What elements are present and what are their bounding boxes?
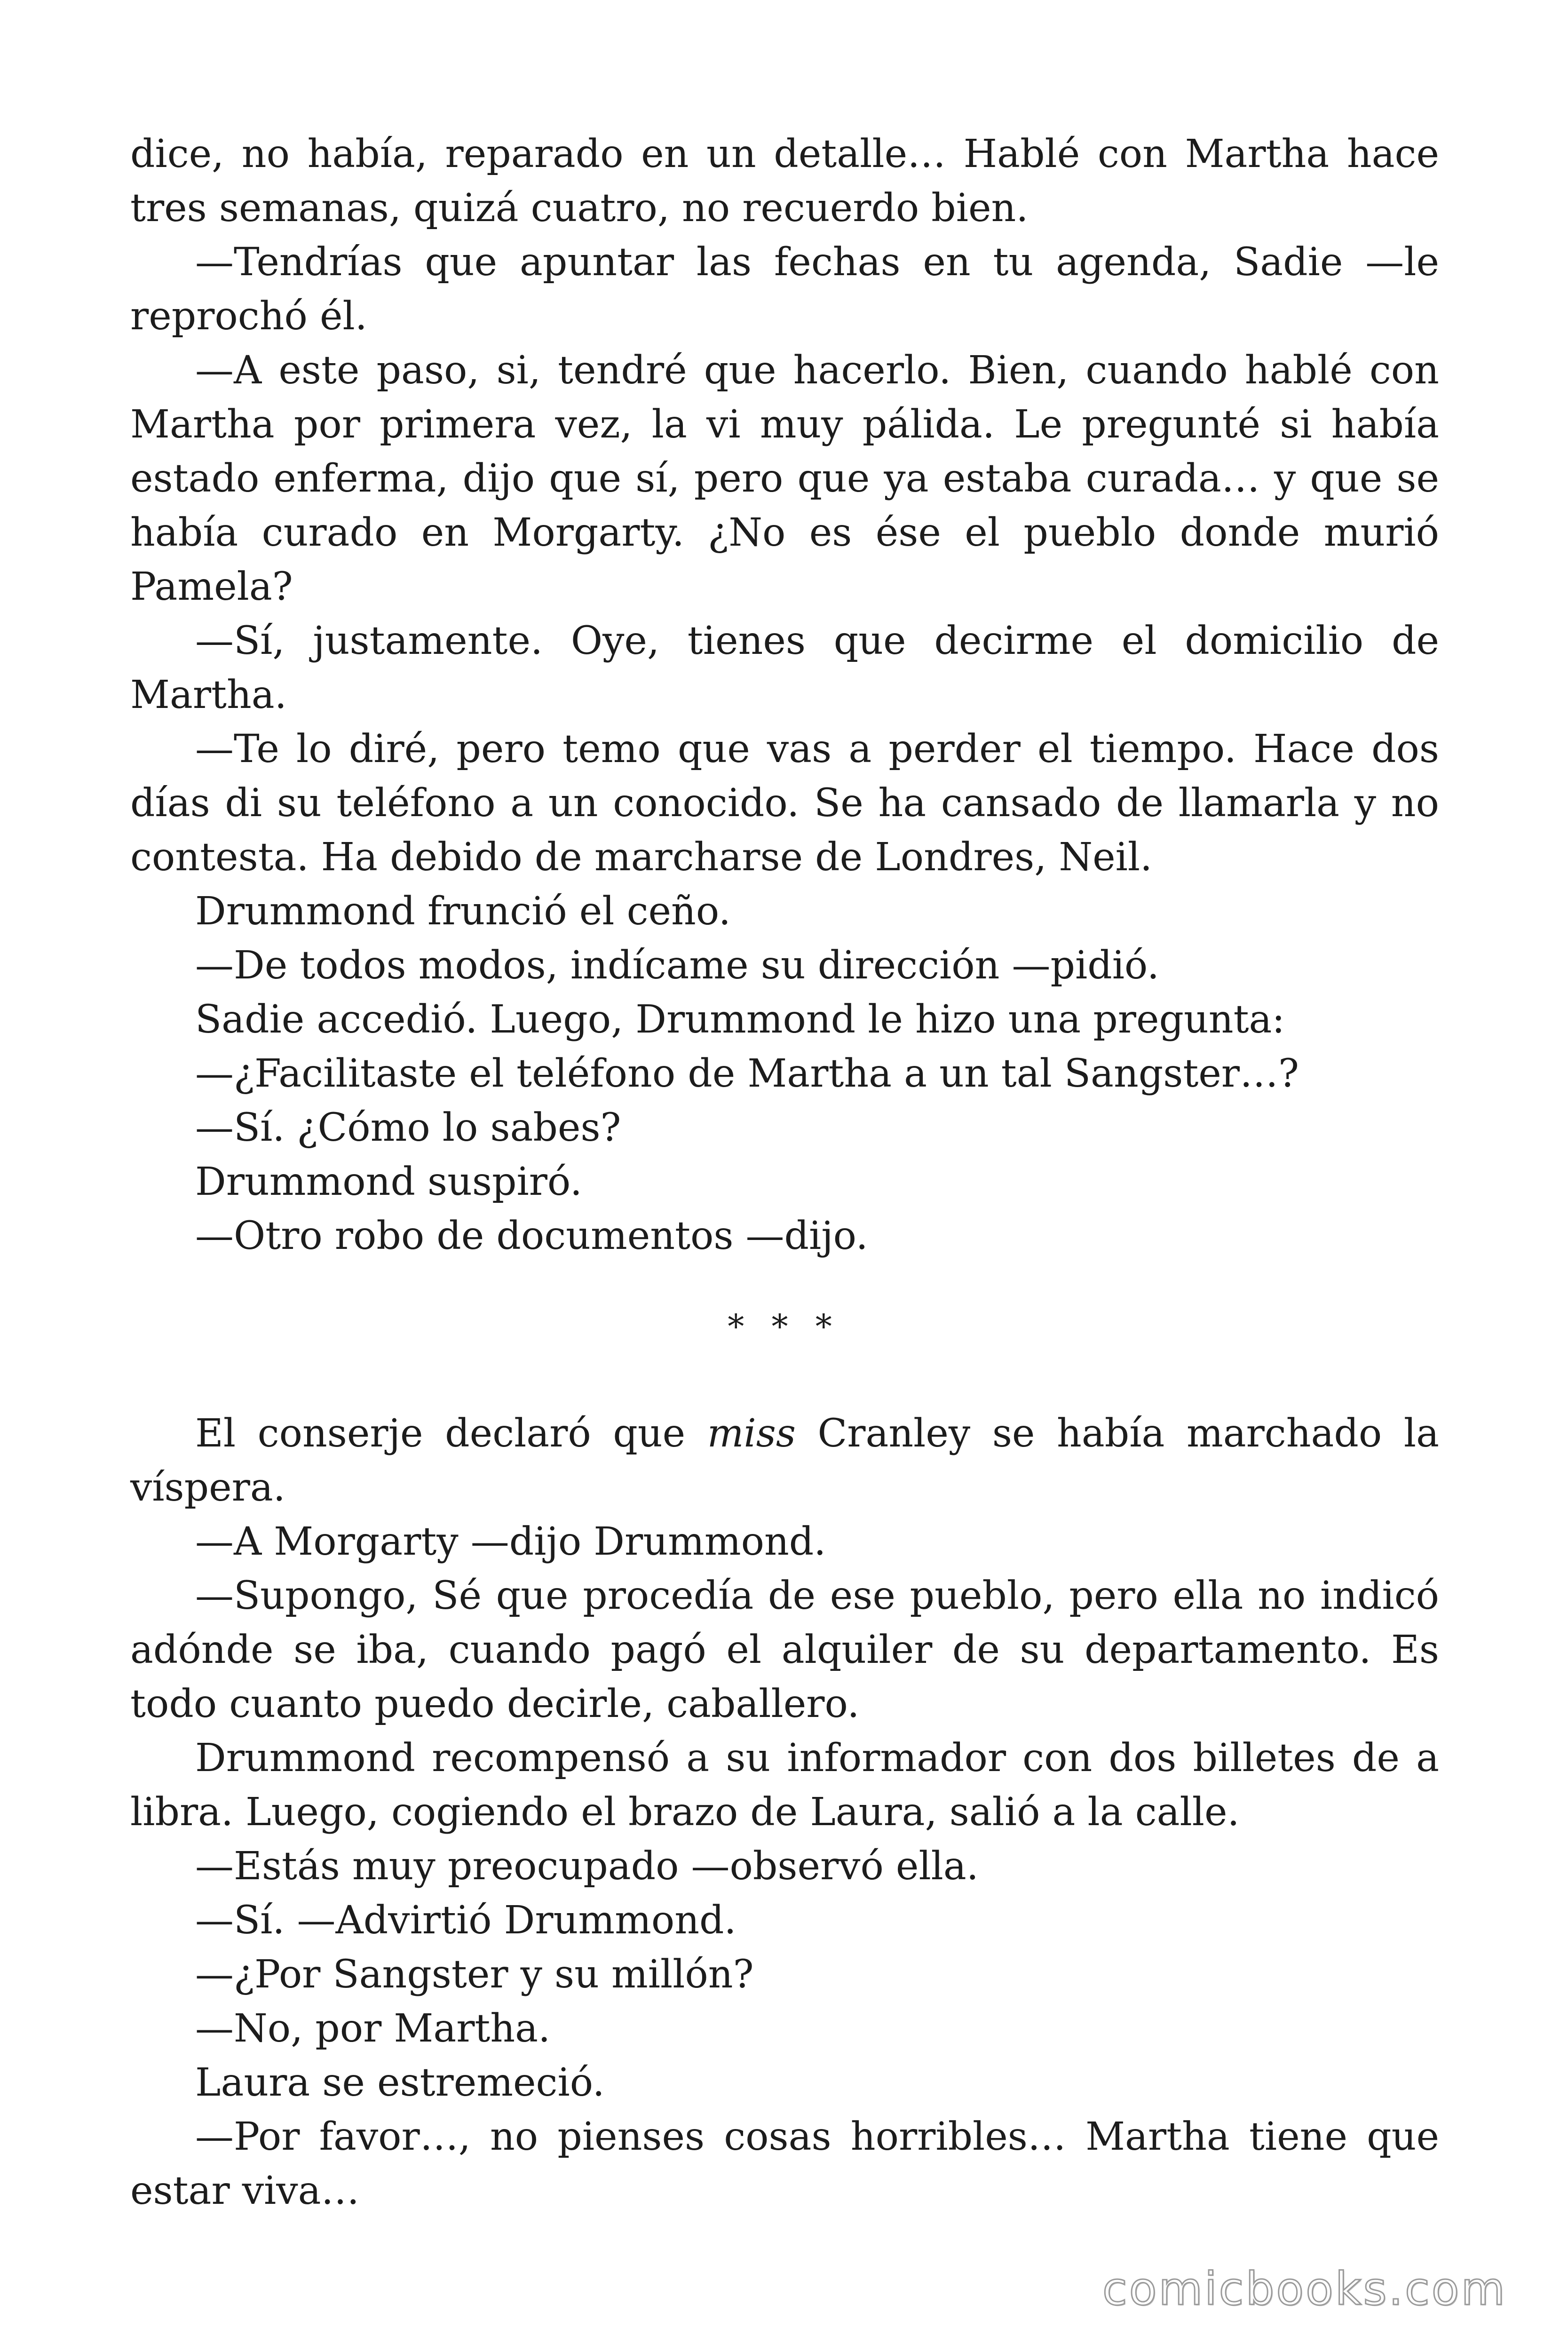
italic-word: miss	[707, 1411, 796, 1456]
site-watermark: comicbooks.com	[1102, 2263, 1507, 2315]
paragraph: —Sí. —Advirtió Drummond.	[195, 1898, 736, 1943]
paragraph: —A este paso, si, tendré que hacerlo. Bien, cuando hablé con Martha por primera vez, la vi muy pálida. Le pregunté si había estado enferma, dijo que sí, pero que ya estaba curada… y que se había curado en Morgarty. ¿No es ése el pueblo donde murió Pamela?	[130, 348, 1439, 609]
paragraph	[130, 1406, 1439, 1515]
text-block-bottom	[130, 1406, 1439, 2218]
paragraph: —De todos modos, indícame su dirección —pidió.	[195, 943, 1159, 988]
paragraph: —Tendrías que apuntar las fechas en tu agenda, Sadie —le reprochó él.	[130, 240, 1439, 339]
paragraph: —A Morgarty —dijo Drummond.	[195, 1519, 826, 1564]
paragraph: —Estás muy preocupado —observó ella.	[195, 1844, 979, 1889]
paragraph: —¿Facilitaste el teléfono de Martha a un tal Sangster…?	[195, 1051, 1299, 1096]
paragraph: —Sí, justamente. Oye, tienes que decirme el domicilio de Martha.	[130, 619, 1439, 717]
paragraph-text: El conserje declaró que	[195, 1411, 707, 1456]
paragraph: —¿Por Sangster y su millón?	[195, 1952, 754, 1997]
paragraph: —Supongo, Sé que procedía de ese pueblo, pero ella no indicó adónde se iba, cuando pagó el alquiler de su departamento. Es todo cuanto puedo decirle, caballero.	[130, 1573, 1439, 1726]
paragraph: —Te lo diré, pero temo que vas a perder el tiempo. Hace dos días di su teléfono a un conocido. Se ha cansado de llamarla y no contesta. Ha debido de marcharse de Londres, Neil.	[130, 727, 1439, 880]
paragraph: Drummond suspiró.	[195, 1160, 582, 1204]
text-block-top	[130, 127, 1439, 1263]
paragraph-text: Cranley se había marchado la víspera.	[130, 1411, 1439, 1510]
paragraph: —Sí. ¿Cómo lo sabes?	[195, 1105, 621, 1150]
scene-separator: * * *	[728, 1307, 840, 1346]
paragraph: Drummond recompensó a su informador con dos billetes de a libra. Luego, cogiendo el brazo de Laura, salió a la calle.	[130, 1736, 1439, 1835]
paragraph: Laura se estremeció.	[195, 2060, 605, 2105]
paragraph: Sadie accedió. Luego, Drummond le hizo una pregunta:	[195, 997, 1285, 1042]
paragraph: —Otro robo de documentos —dijo.	[195, 1214, 868, 1258]
paragraph: dice, no había, reparado en un detalle… Hablé con Martha hace tres semanas, quizá cuatro, no recuerdo bien.	[130, 132, 1439, 230]
paragraph: Drummond frunció el ceño.	[195, 889, 731, 934]
paragraph: —Por favor…, no pienses cosas horribles… Martha tiene que estar viva…	[130, 2114, 1439, 2213]
paragraph: —No, por Martha.	[195, 2006, 551, 2051]
